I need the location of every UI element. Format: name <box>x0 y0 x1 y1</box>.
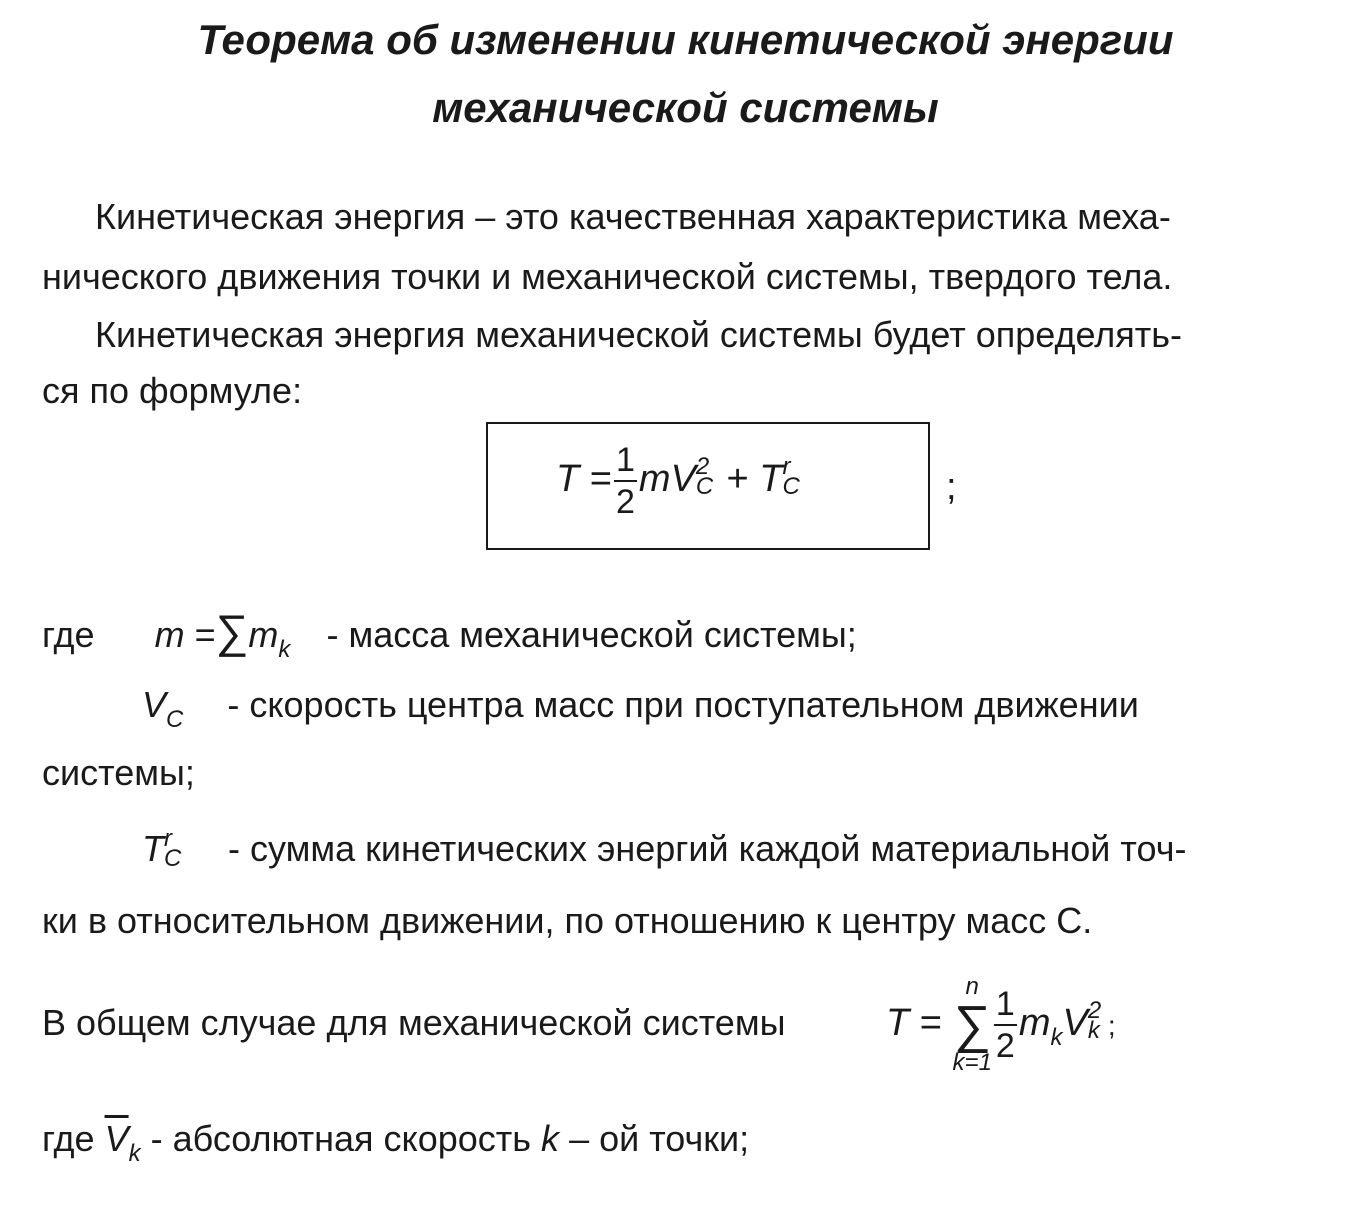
vc-symbol: V <box>142 684 167 725</box>
page-title-line-1: Теорема об изменении кинетической энергии <box>197 16 1174 63</box>
general-m: m <box>1018 1002 1051 1045</box>
general-V-sup: 2 <box>1087 997 1102 1025</box>
mass-rhs: m <box>248 614 279 655</box>
mass-eq: = <box>194 614 216 655</box>
def-mass-row <box>42 604 857 664</box>
formula-Tr: T <box>759 458 783 501</box>
page-title-line-2: механической системы <box>432 84 939 131</box>
fraction-numerator: 1 <box>614 440 637 482</box>
general-tail: ; <box>1107 1010 1116 1042</box>
general-m-sub: k <box>1050 1024 1063 1052</box>
mass-rhs-sub: k <box>278 636 291 663</box>
formula-V: V <box>670 458 696 501</box>
tc-description-cont: ки в относительном движении, по отношению к центру масс C. <box>42 900 1093 941</box>
last-V-sub: k <box>128 1140 141 1167</box>
main-formula <box>556 440 802 522</box>
last-row <box>42 1118 749 1168</box>
gde-label: где <box>42 614 95 655</box>
formula-T: T <box>556 458 580 501</box>
def-vc-row <box>142 684 1139 734</box>
tc-sub: C <box>164 845 182 872</box>
intro-paragraph-1-line-1: Кинетическая энергия – это качественная характеристика меха- <box>95 196 1171 237</box>
tc-symbol: T <box>142 828 164 869</box>
last-k-symbol: k <box>541 1118 560 1159</box>
formula-Tr-sup: r <box>782 453 791 481</box>
formula-semicolon: ; <box>946 466 957 508</box>
general-case-text: В общем случае для механической системы <box>42 1002 786 1043</box>
formula-V-sub: C <box>695 473 714 501</box>
general-formula <box>886 975 1116 1075</box>
fraction-denominator: 2 <box>615 483 635 521</box>
def-tc-row <box>142 825 1187 872</box>
vc-sub: C <box>166 706 184 733</box>
sum-icon: ∑ <box>953 996 991 1054</box>
formula-eq: = <box>589 458 612 501</box>
formula-Tr-sub: C <box>782 473 800 501</box>
general-V-sub: k <box>1087 1017 1100 1045</box>
general-fraction <box>994 984 1017 1066</box>
formula-V-sup: 2 <box>695 453 710 481</box>
general-eq: = <box>919 1002 942 1045</box>
sum-lower-limit: k=1 <box>952 1049 992 1076</box>
last-description-before: - абсолютная скорость <box>150 1118 532 1159</box>
general-T: T <box>886 1002 910 1045</box>
general-sum <box>953 975 992 1075</box>
general-V: V <box>1062 1002 1088 1045</box>
intro-paragraph-2-line-1: Кинетическая энергия механической системы будет определять- <box>95 314 1183 355</box>
last-V-symbol: $\overline{V}$ <box>104 1118 129 1159</box>
last-description-after: – ой точки; <box>569 1118 750 1159</box>
intro-paragraph-2-line-2: ся по формуле: <box>42 370 303 411</box>
formula-m: m <box>638 458 671 501</box>
last-gde-label: где <box>42 1118 95 1159</box>
vc-description-cont: системы; <box>42 752 195 793</box>
sum-icon: ∑ <box>215 605 249 657</box>
tc-sup: r <box>164 825 172 852</box>
vc-description: - скорость центра масс при поступательном движении <box>227 684 1139 725</box>
mass-description: - масса механической системы; <box>326 614 857 655</box>
tc-description: - сумма кинетических энергий каждой материальной точ- <box>228 828 1187 869</box>
mass-symbol: m <box>154 614 185 655</box>
general-fraction-denominator: 2 <box>995 1027 1015 1065</box>
intro-paragraph-1-line-2: нического движения точки и механической системы, твердого тела. <box>42 256 1173 297</box>
formula-plus: + <box>726 458 749 501</box>
general-fraction-numerator: 1 <box>994 984 1017 1026</box>
formula-fraction <box>614 440 637 522</box>
sum-upper-limit: n <box>965 973 979 1000</box>
